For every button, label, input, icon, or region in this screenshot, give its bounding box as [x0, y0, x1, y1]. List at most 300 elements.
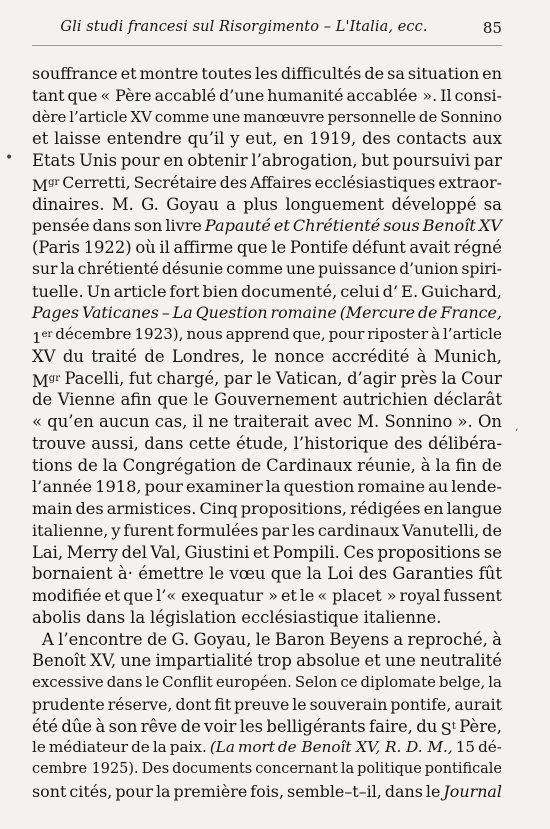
word: sur	[32, 259, 58, 278]
word: une	[285, 259, 316, 278]
word: Question	[195, 303, 268, 323]
word: Londres,	[171, 346, 245, 366]
word: sa	[483, 194, 502, 214]
word: difficultés	[280, 64, 362, 83]
text-line	[32, 585, 502, 607]
word: examiner	[185, 477, 263, 497]
text-line	[32, 107, 502, 129]
word: aux	[472, 129, 502, 149]
margin-mark: ‚	[515, 420, 519, 433]
text-line	[32, 194, 502, 216]
word: On	[477, 412, 502, 431]
word: pensée	[32, 216, 90, 236]
word: trop	[257, 651, 292, 671]
text-line	[32, 346, 502, 368]
word: paix.	[169, 738, 207, 757]
word: se	[483, 542, 502, 562]
word: et	[32, 129, 49, 149]
text-line	[32, 694, 502, 716]
word: l’encontre	[58, 629, 143, 649]
word: de	[482, 520, 502, 540]
word: de	[131, 738, 150, 757]
word: cités,	[69, 781, 113, 801]
word: avait	[409, 238, 451, 257]
text-line	[32, 85, 502, 107]
word: XV	[478, 216, 502, 236]
word: dans	[384, 781, 423, 801]
word: Val,	[150, 542, 181, 562]
word: Goyau	[166, 194, 219, 214]
word: a	[226, 194, 236, 214]
word: première	[173, 781, 248, 801]
word: la	[155, 781, 171, 801]
word: La	[172, 303, 193, 323]
text-line	[32, 737, 502, 759]
word: législation	[150, 607, 237, 627]
word: dé-	[478, 738, 502, 757]
word: $M^{gr}$	[32, 371, 60, 391]
word: le	[32, 738, 46, 757]
word: de	[364, 64, 385, 83]
word: celui	[340, 281, 380, 301]
word: Gouvernement	[214, 390, 338, 410]
word: article	[113, 281, 167, 301]
word: émettre	[138, 564, 204, 584]
word: par	[223, 368, 252, 388]
word: fort	[169, 281, 200, 301]
word: y	[230, 129, 240, 149]
word: 15	[455, 738, 476, 757]
word: Cerretti,	[62, 172, 131, 192]
word: et	[252, 542, 270, 562]
word: qu’il	[187, 129, 225, 149]
word: Cinq	[199, 499, 238, 518]
word: sont	[32, 781, 67, 801]
word: Il	[440, 85, 452, 105]
word: la	[152, 738, 167, 757]
word: une	[120, 651, 152, 671]
word: modifiée	[32, 586, 102, 605]
word: Un	[86, 281, 111, 301]
word: fut	[128, 368, 153, 388]
word: les	[254, 64, 278, 83]
word: de	[32, 390, 53, 410]
word: humanité	[267, 85, 344, 105]
text-line	[32, 476, 502, 498]
word: $S^t$	[440, 719, 456, 739]
word: par	[261, 520, 289, 540]
word: voir	[204, 716, 237, 736]
word: de	[418, 303, 438, 323]
word: –	[161, 303, 170, 323]
word: abolis	[32, 607, 82, 627]
word: cembre 1925).	[32, 761, 139, 777]
word: politique	[357, 761, 422, 777]
word: 1er	[32, 329, 53, 347]
word: sous	[383, 216, 420, 236]
word: l’abrogation,	[251, 151, 358, 170]
word: reproché,	[407, 629, 488, 649]
word: entendre	[106, 129, 182, 149]
word: tions	[32, 455, 73, 475]
word: main	[32, 499, 73, 518]
superscript: gr	[48, 176, 60, 188]
text-line	[32, 128, 502, 150]
word: la	[60, 259, 75, 278]
word: del	[121, 542, 147, 562]
text-line	[32, 672, 502, 694]
word: Vatican,	[275, 368, 343, 388]
word: d’	[382, 281, 399, 301]
word: Selon	[294, 673, 338, 691]
word: européen.	[215, 673, 292, 691]
word: dans	[92, 216, 132, 236]
word: d’une	[219, 85, 265, 105]
word: pour	[144, 477, 183, 497]
word: Etats	[32, 151, 76, 170]
word: dûe	[61, 716, 93, 736]
word: laisse	[54, 129, 101, 149]
word: XV	[32, 346, 56, 366]
word: Unis	[79, 151, 118, 170]
word: personnelle	[327, 107, 416, 126]
word: chargé,	[156, 368, 220, 388]
word: prudente	[32, 694, 105, 714]
word: Pages	[32, 303, 79, 323]
word: obtenir	[187, 151, 248, 170]
word: le	[255, 629, 271, 649]
word: rédigées	[350, 499, 421, 518]
word: des	[362, 129, 391, 149]
word: la	[130, 607, 146, 627]
word: documenté,	[241, 281, 338, 301]
word: fois,	[250, 781, 285, 801]
word: romaine	[357, 477, 426, 497]
word: autrichien	[342, 390, 428, 410]
word: en	[423, 499, 444, 518]
word: documents	[172, 761, 253, 777]
word: Affaires	[250, 172, 312, 192]
word: ne	[208, 412, 229, 431]
word: dont	[175, 694, 212, 714]
word: Baron	[274, 629, 325, 649]
word: propositions,	[240, 499, 348, 518]
word: il	[159, 238, 170, 257]
word: $M^{gr}$	[32, 175, 60, 195]
text-line	[32, 259, 502, 281]
word: près	[400, 368, 438, 388]
word: Giustini	[184, 542, 250, 562]
text-line	[32, 607, 502, 629]
word: lende-	[451, 477, 502, 497]
body-text	[32, 63, 502, 803]
word: que	[270, 564, 302, 584]
word: Merry	[66, 542, 119, 562]
word: furent	[123, 520, 174, 540]
word: XV	[130, 107, 152, 126]
word: fit	[214, 694, 232, 714]
word: fin	[455, 455, 477, 475]
word: traité	[91, 346, 137, 366]
word: que	[123, 586, 154, 605]
word: situation	[407, 64, 480, 83]
word: absolue	[296, 651, 361, 671]
word: à	[431, 325, 441, 343]
word: pour	[328, 325, 365, 343]
word: de	[418, 107, 438, 126]
word: belligérants	[266, 716, 366, 736]
word: but	[361, 151, 389, 170]
word: pour	[120, 151, 160, 170]
word: en	[283, 129, 304, 149]
word: ce	[340, 673, 358, 691]
word: mort	[237, 738, 275, 757]
text-line	[32, 302, 502, 324]
word: et	[364, 651, 381, 671]
word: Journal	[443, 781, 502, 801]
word: aucun	[98, 412, 150, 431]
word: des	[393, 433, 423, 453]
word: d’union	[399, 259, 459, 278]
word: dans	[144, 433, 184, 453]
word: 1919,	[309, 129, 357, 149]
word: trouve	[32, 433, 86, 453]
margin-dot: •	[5, 150, 14, 166]
word: manœuvre	[243, 107, 325, 126]
text-line	[32, 237, 502, 259]
word: la	[340, 761, 355, 777]
word: traiterait	[233, 412, 309, 431]
word: Beyens	[329, 629, 389, 649]
word: réunie,	[357, 455, 416, 475]
word: que	[67, 85, 98, 105]
word: de	[241, 455, 262, 475]
word: nous	[186, 325, 223, 343]
word: E.	[401, 281, 419, 301]
word: l’année	[32, 477, 93, 497]
word: Congrégation	[122, 455, 237, 475]
word: dans	[85, 607, 126, 627]
word: avec	[314, 412, 353, 431]
word: l’article	[69, 107, 128, 126]
text-line	[32, 433, 502, 455]
word: dans	[106, 673, 143, 691]
word: en	[163, 151, 184, 170]
word: montre	[139, 64, 199, 83]
word: accrédité	[331, 346, 410, 366]
word: M.	[357, 412, 380, 431]
word: le	[252, 346, 268, 366]
word: « Père	[100, 85, 152, 105]
word: royal	[399, 586, 441, 605]
word: Vaticanes	[82, 303, 159, 323]
word: déclarât	[433, 390, 502, 410]
word: affirme	[173, 238, 234, 257]
word: y	[111, 520, 121, 540]
word: nonce	[274, 346, 325, 366]
word: la	[488, 673, 502, 691]
text-line	[32, 411, 502, 433]
word: tuelle.	[32, 281, 84, 301]
word: les	[239, 716, 264, 736]
text-line	[32, 150, 502, 172]
word: Loi	[327, 564, 354, 584]
word: que	[157, 390, 189, 410]
text-line	[32, 455, 502, 477]
word: développé	[391, 194, 477, 214]
word: question	[283, 477, 355, 497]
text-line	[32, 542, 502, 564]
text-line	[32, 650, 502, 672]
word: contacts	[396, 129, 467, 149]
word: l’« exequatur »	[156, 586, 278, 605]
word: armistices.	[106, 499, 197, 518]
word: Père,	[459, 716, 502, 736]
word: le	[193, 390, 209, 410]
word: consi-	[454, 85, 502, 105]
word: dère	[32, 107, 67, 126]
word: réserve,	[107, 694, 173, 714]
word: les	[291, 520, 315, 540]
word: France,	[440, 303, 502, 323]
word: à	[492, 629, 502, 649]
word: et	[273, 216, 290, 236]
word: Goyau,	[193, 629, 252, 649]
word: impartialité	[155, 651, 253, 671]
word: Munich,	[433, 346, 502, 366]
word: du	[62, 346, 84, 366]
word: Garanties	[392, 564, 474, 584]
word: de	[77, 455, 98, 475]
word: le	[256, 368, 272, 388]
page-number: 85	[482, 19, 502, 37]
word: de	[146, 629, 168, 649]
header-rule	[32, 45, 502, 46]
text-line	[32, 389, 502, 411]
word: bien	[202, 281, 239, 301]
word: comme	[226, 259, 283, 278]
word: été	[32, 716, 58, 736]
word: décembre	[55, 325, 132, 343]
word: apprend	[225, 325, 290, 343]
word: Sonnino ».	[384, 412, 473, 431]
word: formulées	[176, 520, 259, 540]
text-line	[32, 324, 502, 346]
word: son	[108, 716, 138, 736]
word: à·	[117, 564, 133, 584]
word: pour	[115, 781, 153, 801]
word: Cour	[461, 368, 502, 388]
word: du	[416, 716, 438, 736]
word: médiateur	[48, 738, 129, 757]
running-title: Gli studi francesi sul Risorgimento – L'Italia, ecc.	[60, 19, 428, 35]
word: Guichard,	[421, 281, 502, 301]
word: Conflit	[162, 673, 213, 691]
word: rêve	[140, 716, 178, 736]
word: Pontife	[289, 238, 349, 257]
text-line	[32, 63, 502, 85]
text-line	[32, 563, 502, 585]
word: ecclésiastiques	[314, 172, 436, 192]
word: à	[95, 716, 106, 736]
page-header	[32, 19, 502, 43]
word: tant	[32, 85, 65, 105]
word: cette	[188, 433, 231, 453]
word: en	[482, 64, 502, 83]
word: et	[120, 64, 137, 83]
word: et	[281, 586, 297, 605]
word: Lai,	[32, 542, 64, 562]
word: G.	[141, 194, 159, 214]
text-line	[32, 716, 502, 738]
word: la	[435, 455, 451, 475]
word: de Benoît XV, R. D. M.,	[277, 738, 453, 757]
word: fût	[478, 564, 502, 584]
word: excessive	[32, 673, 104, 691]
text-line	[32, 629, 502, 651]
word: 1922)	[83, 238, 132, 257]
word: (La	[209, 738, 235, 757]
word: spiri-	[461, 259, 502, 278]
word: a	[393, 629, 404, 649]
word: le	[292, 694, 307, 714]
word: désunie	[161, 259, 224, 278]
word: d’agir	[347, 368, 397, 388]
word: cardinaux	[317, 520, 400, 540]
word: des	[75, 499, 104, 518]
word: Pompili.	[272, 542, 340, 562]
superscript: er	[41, 329, 53, 340]
word: toutes	[201, 64, 252, 83]
word: le	[271, 238, 287, 257]
word: la	[102, 455, 118, 475]
word: chrétienté	[77, 259, 159, 278]
word: le	[145, 673, 160, 691]
word: comme	[154, 107, 210, 126]
word: concernant	[255, 761, 338, 777]
word: romaine	[270, 303, 337, 323]
word: Pacelli,	[64, 368, 125, 388]
word: le	[299, 586, 315, 605]
word: pontife,	[390, 694, 452, 714]
word: par	[473, 151, 502, 170]
word: italienne.	[363, 607, 442, 627]
word: Vanutelli,	[402, 520, 480, 540]
word: régné	[453, 238, 502, 257]
word: preuve	[234, 694, 290, 714]
word: à	[416, 346, 427, 366]
word: Papauté	[204, 216, 271, 236]
word: Ces	[343, 542, 375, 562]
word: plus	[243, 194, 278, 214]
word: XV,	[90, 651, 117, 671]
word: vœu	[229, 564, 266, 584]
word: Benoît	[422, 216, 476, 236]
word: de	[144, 346, 165, 366]
text-line	[32, 215, 502, 237]
word: livre	[165, 216, 202, 236]
word: et	[104, 586, 121, 605]
word: belge,	[438, 673, 486, 691]
word: une	[212, 107, 241, 126]
word: poursuivi	[392, 151, 471, 170]
word: riposter	[367, 325, 429, 343]
word: Chrétienté	[292, 216, 381, 236]
word: où	[135, 238, 156, 257]
word: « qu’en	[32, 412, 94, 431]
word: cas,	[154, 412, 188, 431]
word: faire,	[369, 716, 413, 736]
